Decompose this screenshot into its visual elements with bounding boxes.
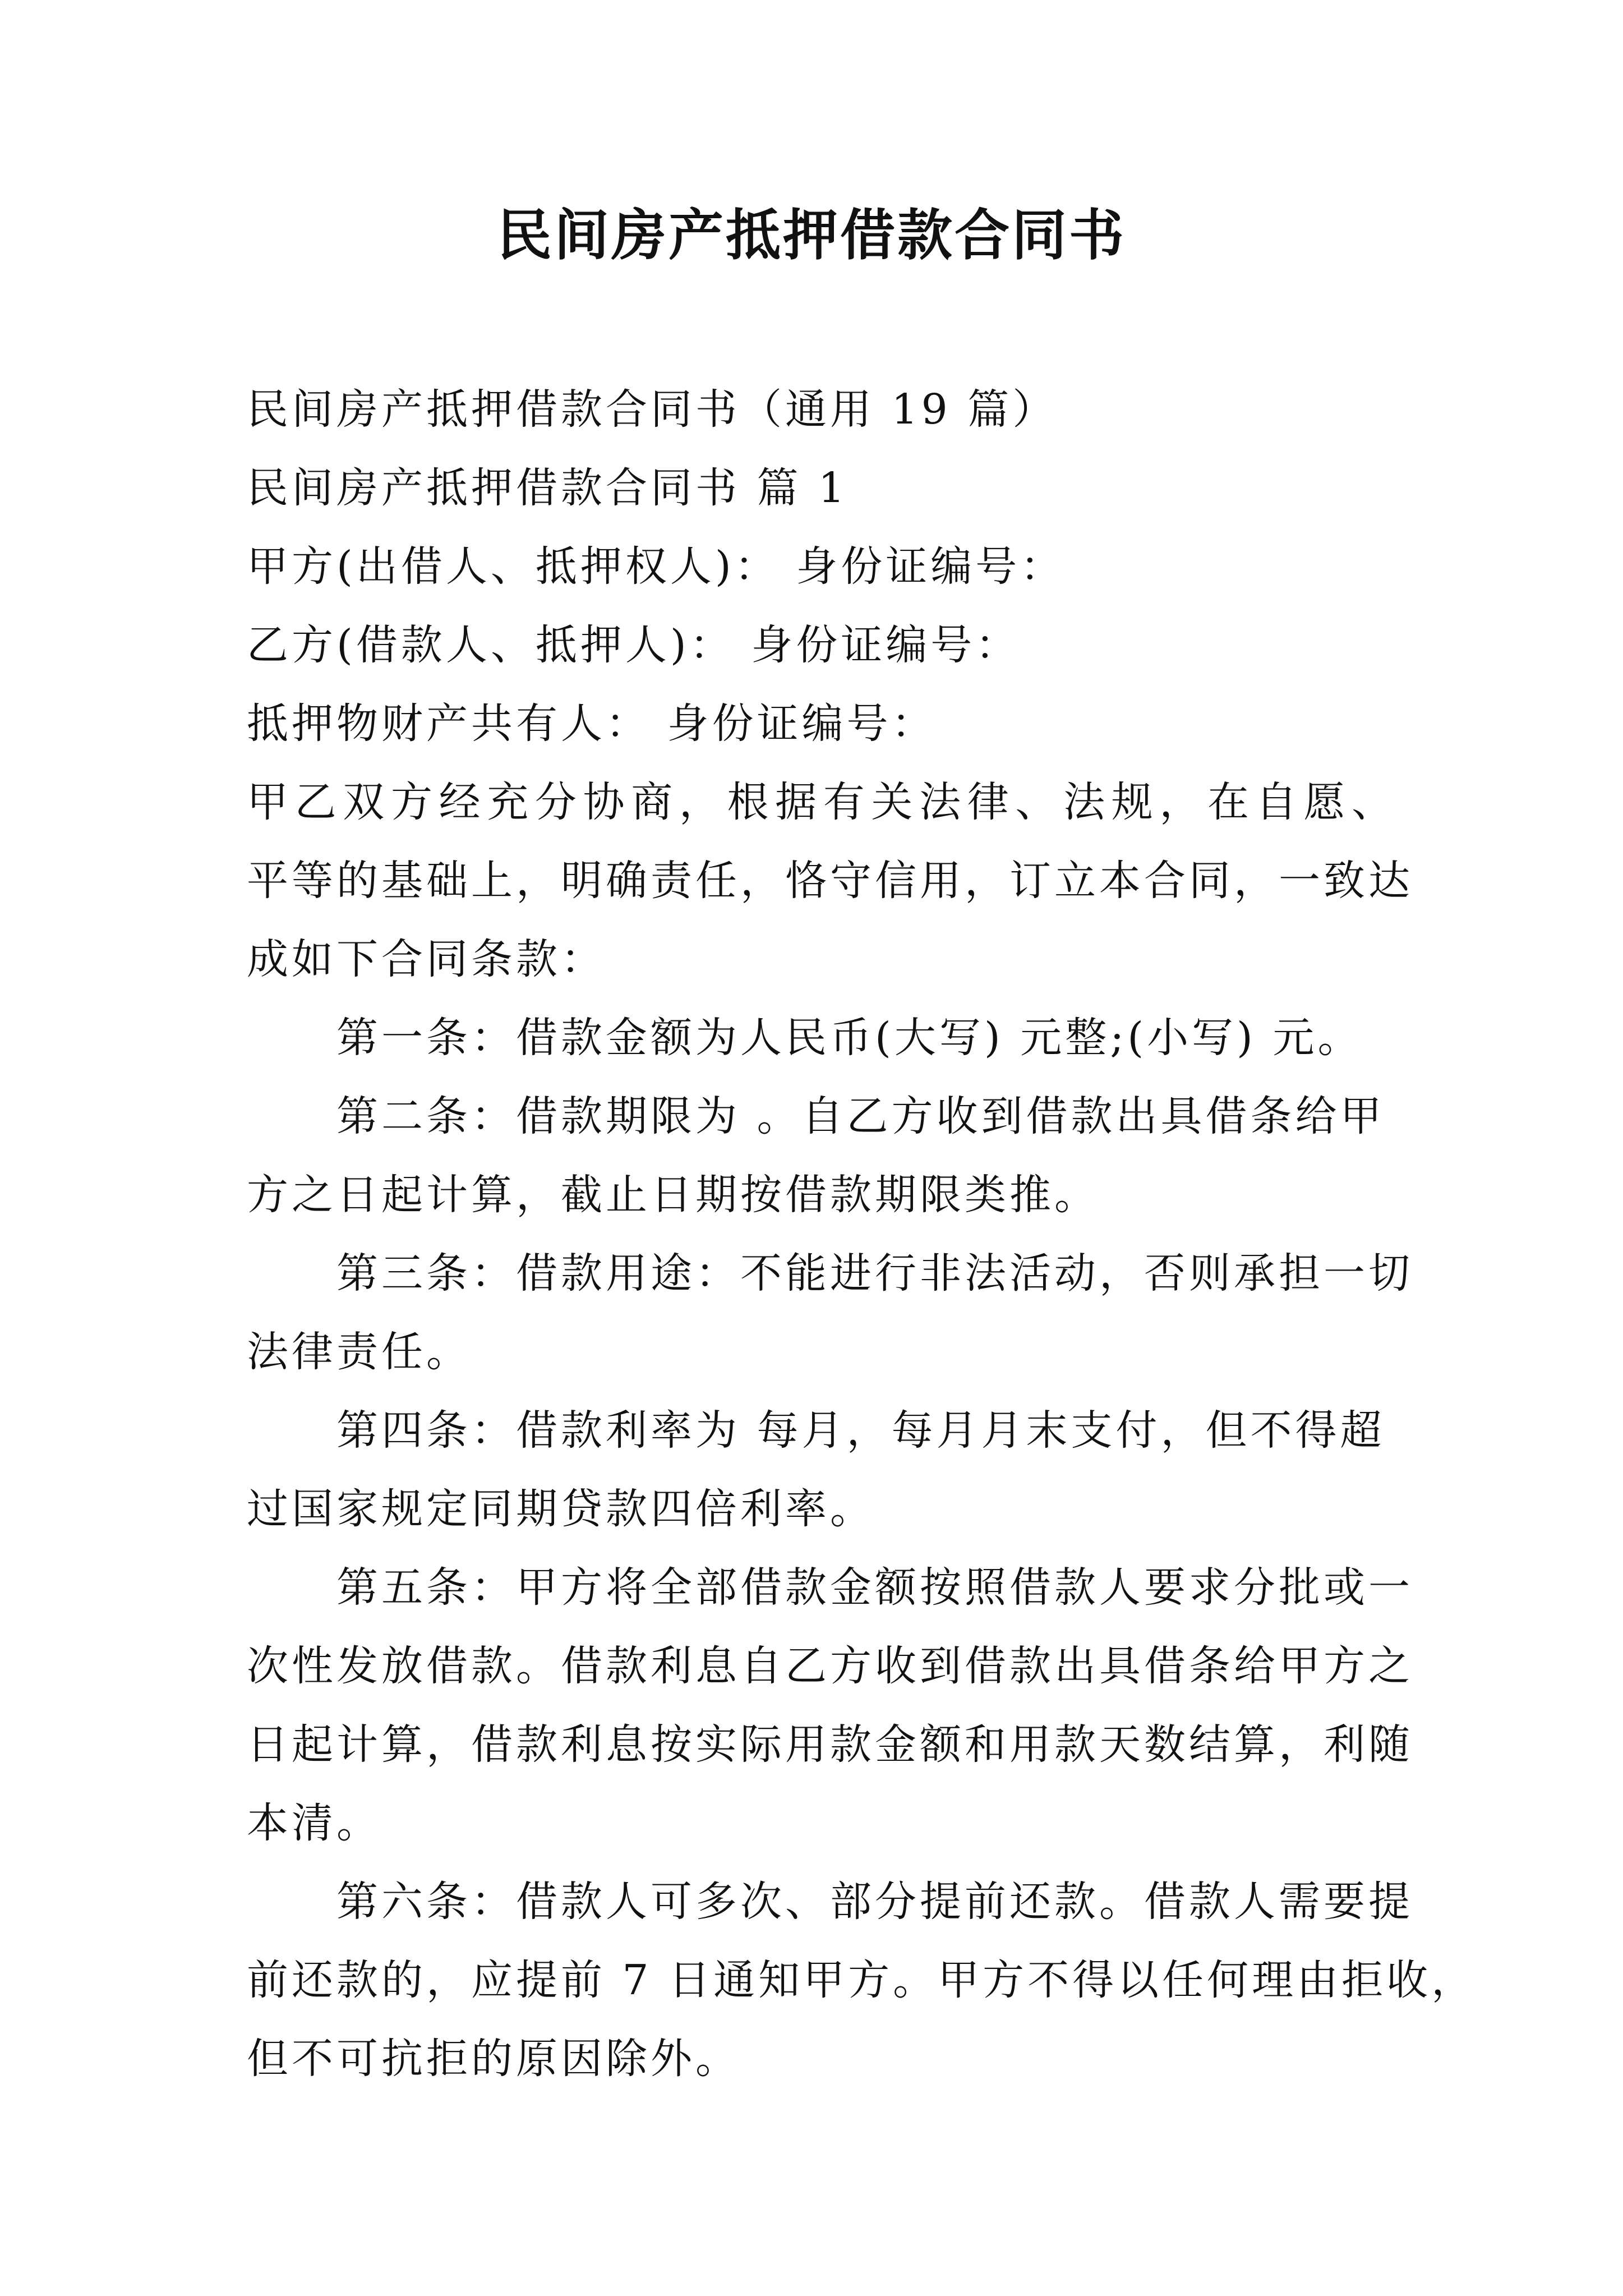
- intro-line-2: 平等的基础上，明确责任，恪守信用，订立本合同，一致达: [247, 857, 1413, 905]
- clause-1: 第一条：借款金额为人民币(大写) 元整;(小写) 元。: [336, 1014, 1363, 1062]
- clause-4-line-1: 第四条：借款利率为 每月，每月月末支付，但不得超: [336, 1406, 1385, 1455]
- clause-5-block: [247, 1548, 1413, 1862]
- clause-5-line-4: 本清。: [247, 1799, 381, 1847]
- clause-6-line-1: 第六条：借款人可多次、部分提前还款。借款人需要提: [336, 1878, 1413, 1926]
- party-a-line: 甲方(出借人、抵押权人)： 身份证编号：: [247, 542, 1066, 591]
- clauses-continued: [247, 920, 1396, 1077]
- subtitle-line: 民间房产抵押借款合同书（通用 19 篇）: [247, 385, 1058, 434]
- document-title: 民间房产抵押借款合同书: [496, 203, 1126, 268]
- clause-6-line-3: 但不可抗拒的原因除外。: [247, 2035, 740, 2083]
- party-b-line: 乙方(借款人、抵押人)： 身份证编号：: [247, 621, 1021, 669]
- clause-2-line-1: 第二条：借款期限为 。自乙方收到借款出具借条给甲: [336, 1092, 1385, 1140]
- clause-5-line-2: 次性发放借款。借款利息自乙方收到借款出具借条给甲方之: [247, 1642, 1413, 1690]
- clause-5-line-3: 日起计算，借款利息按实际用款金额和用款天数结算，利随: [247, 1720, 1413, 1769]
- clause-2-block: [247, 1077, 1385, 1234]
- intro-line-3: 成如下合同条款：: [247, 935, 606, 983]
- clauses-body: [247, 763, 1396, 841]
- section-heading: 民间房产抵押借款合同书 篇 1: [247, 464, 849, 512]
- clause-3-block: [247, 1234, 1413, 1391]
- clause-2-line-2: 方之日起计算，截止日期按借款期限类推。: [247, 1171, 1099, 1219]
- document-body: [247, 370, 1396, 763]
- clause-4-block: [247, 1391, 1385, 1548]
- co-owner-line: 抵押物财产共有人： 身份证编号：: [247, 700, 937, 748]
- clause-6-block: [247, 1862, 1477, 2098]
- intro-line-1: 甲乙双方经充分协商，根据有关法律、法规，在自愿、: [247, 778, 1396, 826]
- clause-3-line-2: 法律责任。: [247, 1328, 471, 1376]
- clause-6-line-2: 前还款的，应提前 7 日通知甲方。甲方不得以任何理由拒收，: [247, 1956, 1477, 2004]
- clause-5-line-1: 第五条：甲方将全部借款金额按照借款人要求分批或一: [336, 1563, 1413, 1612]
- clauses-body-wrapped: [247, 841, 1413, 920]
- clause-3-line-1: 第三条：借款用途：不能进行非法活动，否则承担一切: [336, 1249, 1413, 1297]
- clause-4-line-2: 过国家规定同期贷款四倍利率。: [247, 1485, 875, 1533]
